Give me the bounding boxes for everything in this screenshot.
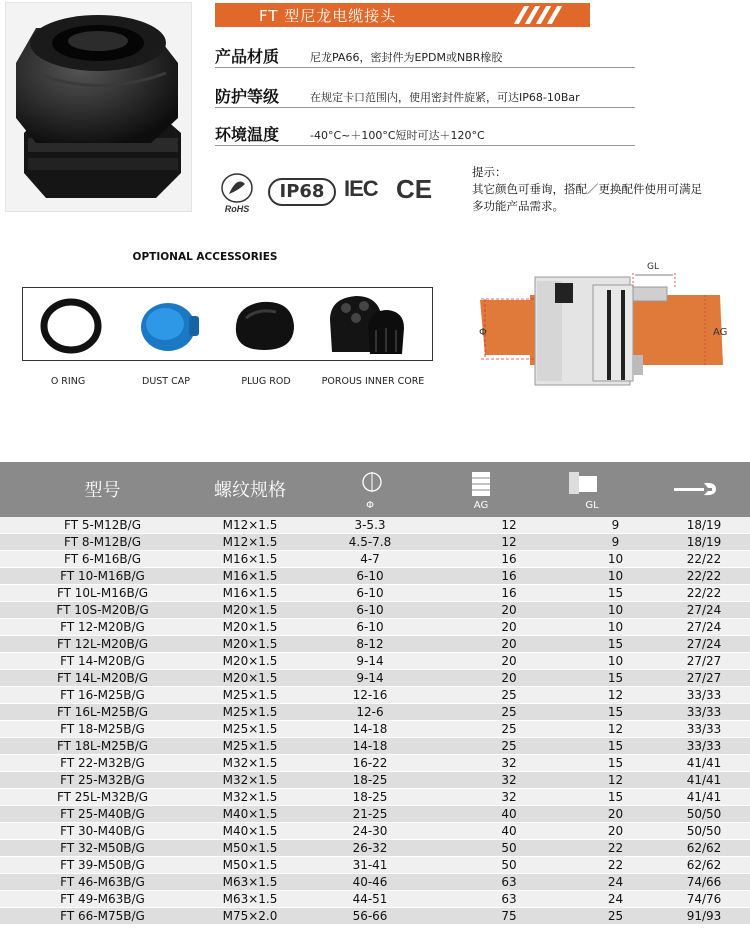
- table-row: [0, 721, 750, 738]
- table-row: [0, 602, 750, 619]
- table-row: [0, 857, 750, 874]
- cell-ag: 20: [501, 637, 517, 651]
- svg-text:RoHS: RoHS: [224, 204, 250, 214]
- cell-gl: 24: [607, 892, 624, 906]
- cell-thread: M32×1.5: [222, 773, 278, 787]
- cell-thread: M16×1.5: [222, 586, 278, 600]
- cell-thread: M40×1.5: [222, 807, 278, 821]
- cell-wrench: 27/24: [686, 603, 722, 617]
- iec-logo: IEC: [344, 176, 378, 201]
- table-row: [0, 534, 750, 551]
- cell-phi: 18-25: [352, 773, 388, 787]
- spec-table-body: [0, 517, 750, 925]
- cell-phi: 6-10: [356, 603, 384, 617]
- cell-ag: 16: [501, 586, 517, 600]
- cell-ag: 25: [501, 705, 517, 719]
- cell-gl: 15: [607, 705, 624, 719]
- product-photo: [5, 2, 192, 212]
- cell-phi: 4-7: [360, 552, 380, 566]
- cell-model: FT 46-M63B/G: [60, 875, 145, 889]
- spec-label-protection: 防护等级: [215, 87, 280, 106]
- cell-gl: 10: [607, 569, 624, 583]
- cell-phi: 3-5.3: [354, 518, 386, 532]
- cell-model: FT 32-M50B/G: [60, 841, 145, 855]
- cell-thread: M20×1.5: [222, 654, 278, 668]
- cell-phi: 12-16: [352, 688, 388, 702]
- cell-phi: 6-10: [356, 586, 384, 600]
- cell-gl: 15: [607, 637, 624, 651]
- cell-wrench: 27/27: [686, 671, 722, 685]
- ip68-logo: IP68: [268, 178, 336, 206]
- cell-phi: 40-46: [352, 875, 388, 889]
- cell-model: FT 16-M25B/G: [60, 688, 145, 702]
- tip-line: 多功能产品需求。: [472, 199, 564, 213]
- cell-gl: 15: [607, 739, 624, 753]
- cell-gl: 9: [611, 535, 620, 549]
- accessory-label: O RING: [50, 376, 86, 387]
- cell-ag: 40: [501, 824, 517, 838]
- cell-thread: M20×1.5: [222, 671, 278, 685]
- cell-wrench: 22/22: [686, 586, 722, 600]
- column-header-model: 型号: [84, 480, 121, 501]
- cell-ag: 32: [501, 790, 517, 804]
- table-row: [0, 738, 750, 755]
- page-title: FT 型尼龙电缆接头: [259, 6, 397, 25]
- cell-model: FT 30-M40B/G: [60, 824, 145, 838]
- tip-line: 其它颜色可垂询，搭配／更换配件使用可满足: [472, 182, 702, 196]
- cell-thread: M16×1.5: [222, 569, 278, 583]
- table-row: [0, 772, 750, 789]
- cell-ag: 25: [501, 688, 517, 702]
- spec-value-protection: 在规定卡口范围内，使用密封件旋紧，可达IP68-10Bar: [310, 91, 580, 104]
- cell-thread: M50×1.5: [222, 858, 278, 872]
- table-row: [0, 551, 750, 568]
- cell-phi: 9-14: [356, 654, 384, 668]
- cell-gl: 15: [607, 671, 624, 685]
- cell-wrench: 33/33: [686, 688, 722, 702]
- cell-phi: 26-32: [352, 841, 388, 855]
- svg-text:Φ: Φ: [479, 327, 487, 338]
- divider: [215, 145, 635, 146]
- cell-phi: 18-25: [352, 790, 388, 804]
- accessories-title: OPTIONAL ACCESSORIES: [132, 251, 278, 263]
- svg-text:AG: AG: [713, 327, 728, 338]
- table-row: [0, 619, 750, 636]
- cell-ag: 32: [501, 773, 517, 787]
- cell-model: FT 10S-M20B/G: [56, 603, 149, 617]
- cell-gl: 20: [607, 824, 624, 838]
- cell-thread: M63×1.5: [222, 892, 278, 906]
- cell-phi: 9-14: [356, 671, 384, 685]
- cell-wrench: 50/50: [686, 824, 722, 838]
- cell-model: FT 14-M20B/G: [60, 654, 145, 668]
- cell-ag: 16: [501, 552, 517, 566]
- cell-ag: 12: [501, 518, 517, 532]
- cell-model: FT 25-M32B/G: [60, 773, 145, 787]
- cell-model: FT 49-M63B/G: [60, 892, 145, 906]
- cell-gl: 20: [607, 807, 624, 821]
- thread-diameter-icon: [470, 470, 492, 498]
- plug-rod-image: [228, 292, 302, 358]
- cell-model: FT 39-M50B/G: [60, 858, 145, 872]
- cell-wrench: 62/62: [686, 841, 722, 855]
- cell-ag: 20: [501, 671, 517, 685]
- cell-model: FT 22-M32B/G: [60, 756, 145, 770]
- cell-ag: 16: [501, 569, 517, 583]
- table-row: [0, 636, 750, 653]
- cell-model: FT 10-M16B/G: [60, 569, 145, 583]
- cell-ag: 25: [501, 739, 517, 753]
- cell-model: FT 18-M25B/G: [60, 722, 145, 736]
- table-row: [0, 874, 750, 891]
- table-row: [0, 789, 750, 806]
- cell-model: FT 18L-M25B/G: [56, 739, 149, 753]
- cell-model: FT 66-M75B/G: [60, 909, 145, 923]
- cell-phi: 24-30: [352, 824, 388, 838]
- cell-gl: 15: [607, 586, 624, 600]
- cell-model: FT 6-M16B/G: [64, 552, 141, 566]
- cell-ag: 63: [501, 892, 517, 906]
- cell-thread: M40×1.5: [222, 824, 278, 838]
- cell-phi: 6-10: [356, 620, 384, 634]
- cell-model: FT 5-M12B/G: [64, 518, 141, 532]
- cell-phi: 16-22: [352, 756, 388, 770]
- accessory-label: DUST CAP: [142, 376, 190, 387]
- table-row: [0, 704, 750, 721]
- cell-wrench: 33/33: [686, 739, 722, 753]
- column-header-gl: GL: [585, 500, 599, 511]
- accessory-label: POROUS INNER CORE: [321, 376, 425, 387]
- tip-heading: 提示：: [472, 165, 507, 179]
- cell-ag: 20: [501, 620, 517, 634]
- table-row: [0, 653, 750, 670]
- column-header-phi: Φ: [366, 500, 374, 511]
- cell-gl: 9: [611, 518, 620, 532]
- cell-ag: 75: [501, 909, 517, 923]
- cell-thread: M12×1.5: [222, 518, 278, 532]
- cell-wrench: 41/41: [686, 756, 722, 770]
- table-row: [0, 840, 750, 857]
- cell-ag: 63: [501, 875, 517, 889]
- cell-wrench: 50/50: [686, 807, 722, 821]
- title-banner: [215, 3, 590, 27]
- cell-wrench: 22/22: [686, 569, 722, 583]
- cell-thread: M20×1.5: [222, 620, 278, 634]
- table-row: [0, 585, 750, 602]
- cell-thread: M20×1.5: [222, 637, 278, 651]
- cell-wrench: 33/33: [686, 722, 722, 736]
- cell-ag: 12: [501, 535, 517, 549]
- cell-ag: 20: [501, 654, 517, 668]
- cell-thread: M32×1.5: [222, 790, 278, 804]
- porous-core-image: [320, 290, 410, 360]
- cell-ag: 25: [501, 722, 517, 736]
- cell-wrench: 27/24: [686, 637, 722, 651]
- cell-wrench: 18/19: [686, 535, 722, 549]
- cell-phi: 21-25: [352, 807, 388, 821]
- svg-text:GL: GL: [647, 262, 659, 272]
- table-row: [0, 755, 750, 772]
- cell-thread: M25×1.5: [222, 722, 278, 736]
- spec-value-temperature: -40°C~＋100°C短时可达＋120°C: [310, 129, 485, 142]
- cell-phi: 4.5-7.8: [348, 535, 392, 549]
- spec-label-temperature: 环境温度: [215, 125, 280, 144]
- cell-phi: 14-18: [352, 722, 388, 736]
- rohs-logo: [215, 172, 259, 214]
- cell-thread: M63×1.5: [222, 875, 278, 889]
- cell-ag: 20: [501, 603, 517, 617]
- cell-ag: 50: [501, 841, 517, 855]
- cell-thread: M25×1.5: [222, 739, 278, 753]
- cell-wrench: 27/27: [686, 654, 722, 668]
- cell-wrench: 41/41: [686, 790, 722, 804]
- cell-thread: M75×2.0: [222, 909, 278, 923]
- divider: [215, 67, 635, 68]
- thread-length-icon: [567, 470, 599, 496]
- cell-model: FT 12L-M20B/G: [56, 637, 149, 651]
- cell-gl: 12: [607, 722, 624, 736]
- cell-phi: 56-66: [352, 909, 388, 923]
- accessory-label: PLUG ROD: [241, 376, 291, 387]
- cell-phi: 8-12: [356, 637, 384, 651]
- column-header-ag: AG: [473, 500, 489, 511]
- cell-phi: 31-41: [352, 858, 388, 872]
- gland-diagram: [475, 255, 737, 395]
- cell-phi: 44-51: [352, 892, 388, 906]
- cell-wrench: 41/41: [686, 773, 722, 787]
- cell-gl: 22: [607, 841, 624, 855]
- cell-thread: M16×1.5: [222, 552, 278, 566]
- cell-gl: 10: [607, 654, 624, 668]
- cell-model: FT 10L-M16B/G: [56, 586, 149, 600]
- table-row: [0, 687, 750, 704]
- column-header-thread: 螺纹规格: [214, 480, 286, 501]
- cell-thread: M20×1.5: [222, 603, 278, 617]
- table-header: [0, 462, 750, 517]
- cell-model: FT 14L-M20B/G: [56, 671, 149, 685]
- cell-wrench: 18/19: [686, 518, 722, 532]
- table-row: [0, 806, 750, 823]
- dust-cap-image: [135, 294, 205, 358]
- cell-wrench: 33/33: [686, 705, 722, 719]
- table-row: [0, 823, 750, 840]
- table-row: [0, 517, 750, 534]
- cell-wrench: 91/93: [686, 909, 722, 923]
- cell-gl: 24: [607, 875, 624, 889]
- cell-model: FT 25L-M32B/G: [56, 790, 149, 804]
- spec-label-material: 产品材质: [215, 47, 280, 66]
- table-row: [0, 908, 750, 925]
- cell-ag: 32: [501, 756, 517, 770]
- o-ring-image: [38, 292, 108, 356]
- cell-gl: 10: [607, 552, 624, 566]
- cell-thread: M12×1.5: [222, 535, 278, 549]
- table-row: [0, 891, 750, 908]
- cell-gl: 22: [607, 858, 624, 872]
- cell-model: FT 25-M40B/G: [60, 807, 145, 821]
- spec-value-material: 尼龙PA66，密封件为EPDM或NBR橡胶: [310, 51, 503, 64]
- cell-wrench: 27/24: [686, 620, 722, 634]
- cell-gl: 15: [607, 790, 624, 804]
- cable-diameter-icon: [358, 470, 386, 500]
- cell-wrench: 62/62: [686, 858, 722, 872]
- cell-phi: 6-10: [356, 569, 384, 583]
- cell-model: FT 12-M20B/G: [60, 620, 145, 634]
- table-row: [0, 670, 750, 687]
- ce-logo: CE: [396, 174, 433, 204]
- cell-ag: 50: [501, 858, 517, 872]
- cell-thread: M25×1.5: [222, 705, 278, 719]
- tip-note: [472, 164, 750, 215]
- cell-phi: 14-18: [352, 739, 388, 753]
- cell-wrench: 22/22: [686, 552, 722, 566]
- wrench-icon: [672, 480, 718, 498]
- divider: [215, 107, 635, 108]
- cell-gl: 15: [607, 756, 624, 770]
- cell-wrench: 74/76: [686, 892, 722, 906]
- cell-wrench: 74/66: [686, 875, 722, 889]
- cell-model: FT 8-M12B/G: [64, 535, 141, 549]
- cell-thread: M50×1.5: [222, 841, 278, 855]
- cell-model: FT 16L-M25B/G: [56, 705, 149, 719]
- cell-phi: 12-6: [356, 705, 384, 719]
- cell-gl: 12: [607, 773, 624, 787]
- cell-gl: 12: [607, 688, 624, 702]
- cell-gl: 25: [607, 909, 624, 923]
- table-row: [0, 568, 750, 585]
- cell-thread: M25×1.5: [222, 688, 278, 702]
- cell-gl: 10: [607, 603, 624, 617]
- cell-gl: 10: [607, 620, 624, 634]
- cell-ag: 40: [501, 807, 517, 821]
- cell-thread: M32×1.5: [222, 756, 278, 770]
